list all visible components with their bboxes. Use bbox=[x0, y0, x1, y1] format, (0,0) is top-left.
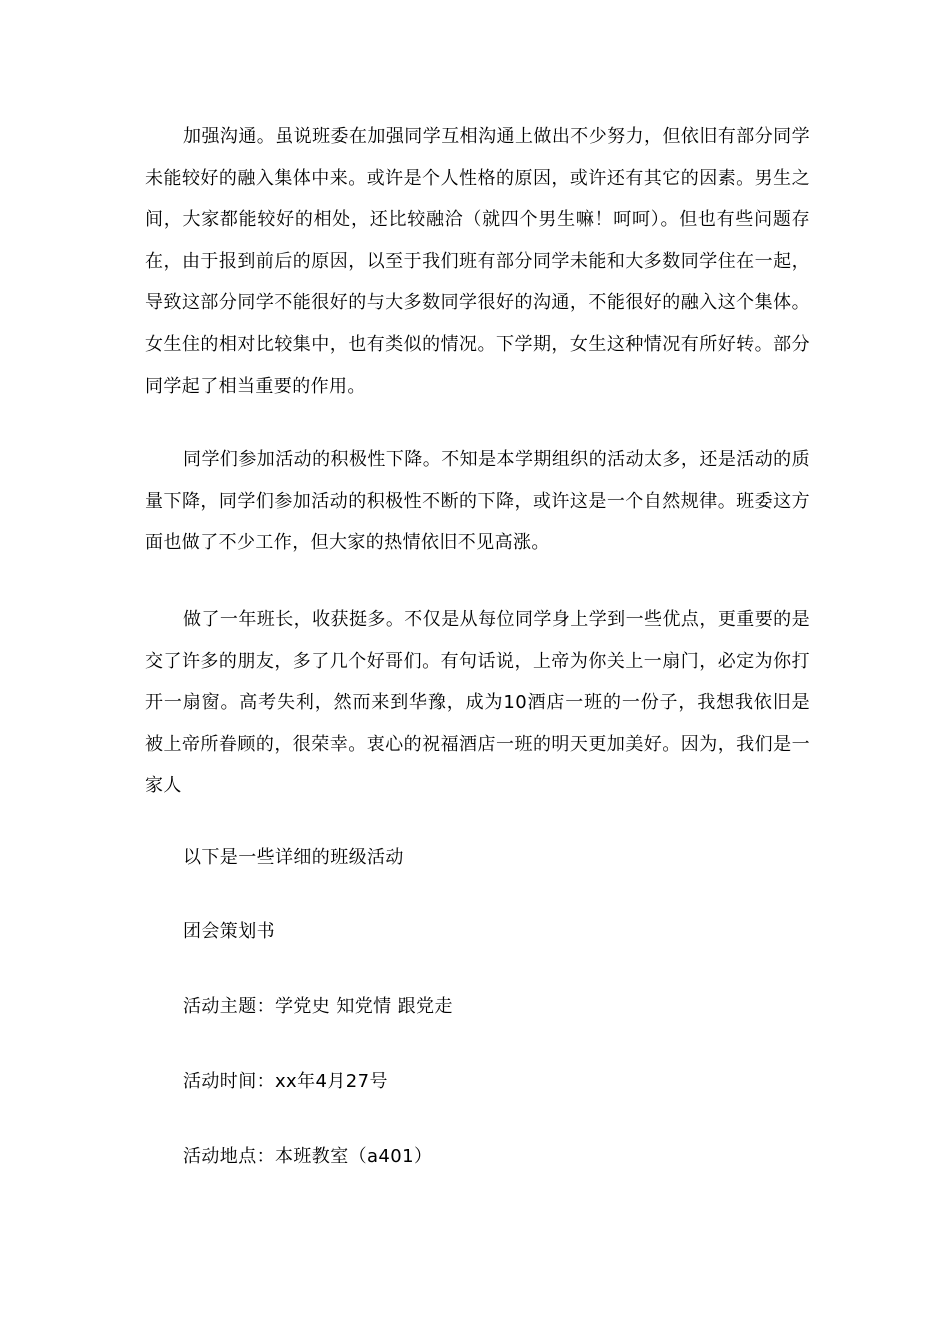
paragraph-activity-participation: 同学们参加活动的积极性下降。不知是本学期组织的活动太多，还是活动的质量下降，同学们参加活动的积极性不断的下降，或许这是一个自然规律。班委这方面也做了不少工作，但大家的热情依旧不见高涨。 bbox=[145, 449, 810, 554]
paragraph-communication: 加强沟通。虽说班委在加强同学互相沟通上做出不少努力，但依旧有部分同学未能较好的融入集体中来。或许是个人性格的原因，或许还有其它的因素。男生之间，大家都能较好的相处，还比较融洽（就四个男生嘛！呵呵）。但也有些问题存在，由于报到前后的原因，以至于我们班有部分同学未能和大多数同学住在一起，导致这部分同学不能很好的与大多数同学很好的沟通，不能很好的融入这个集体。女生住的相对比较集中，也有类似的情况。下学期，女生这种情况有所好转。部分同学起了相当重要的作用。 bbox=[145, 126, 810, 397]
activity-time-line: 活动时间：xx年4月27号 bbox=[183, 1071, 388, 1092]
paragraph-monitor-reflection: 做了一年班长，收获挺多。不仅是从每位同学身上学到一些优点，更重要的是交了许多的朋友，多了几个好哥们。有句话说，上帝为你关上一扇门，必定为你打开一扇窗。高考失利，然而来到华豫，成为10酒店一班的一份子，我想我依旧是被上帝所眷顾的，很荣幸。衷心的祝福酒店一班的明天更加美好。因为，我们是一家人 bbox=[145, 609, 810, 797]
plan-title-line: 团会策划书 bbox=[183, 921, 275, 942]
activity-location-line: 活动地点：本班教室（a401） bbox=[183, 1146, 433, 1167]
activity-theme-line: 活动主题：学党史 知党情 跟党走 bbox=[183, 996, 453, 1017]
activities-intro-line: 以下是一些详细的班级活动 bbox=[183, 847, 404, 868]
